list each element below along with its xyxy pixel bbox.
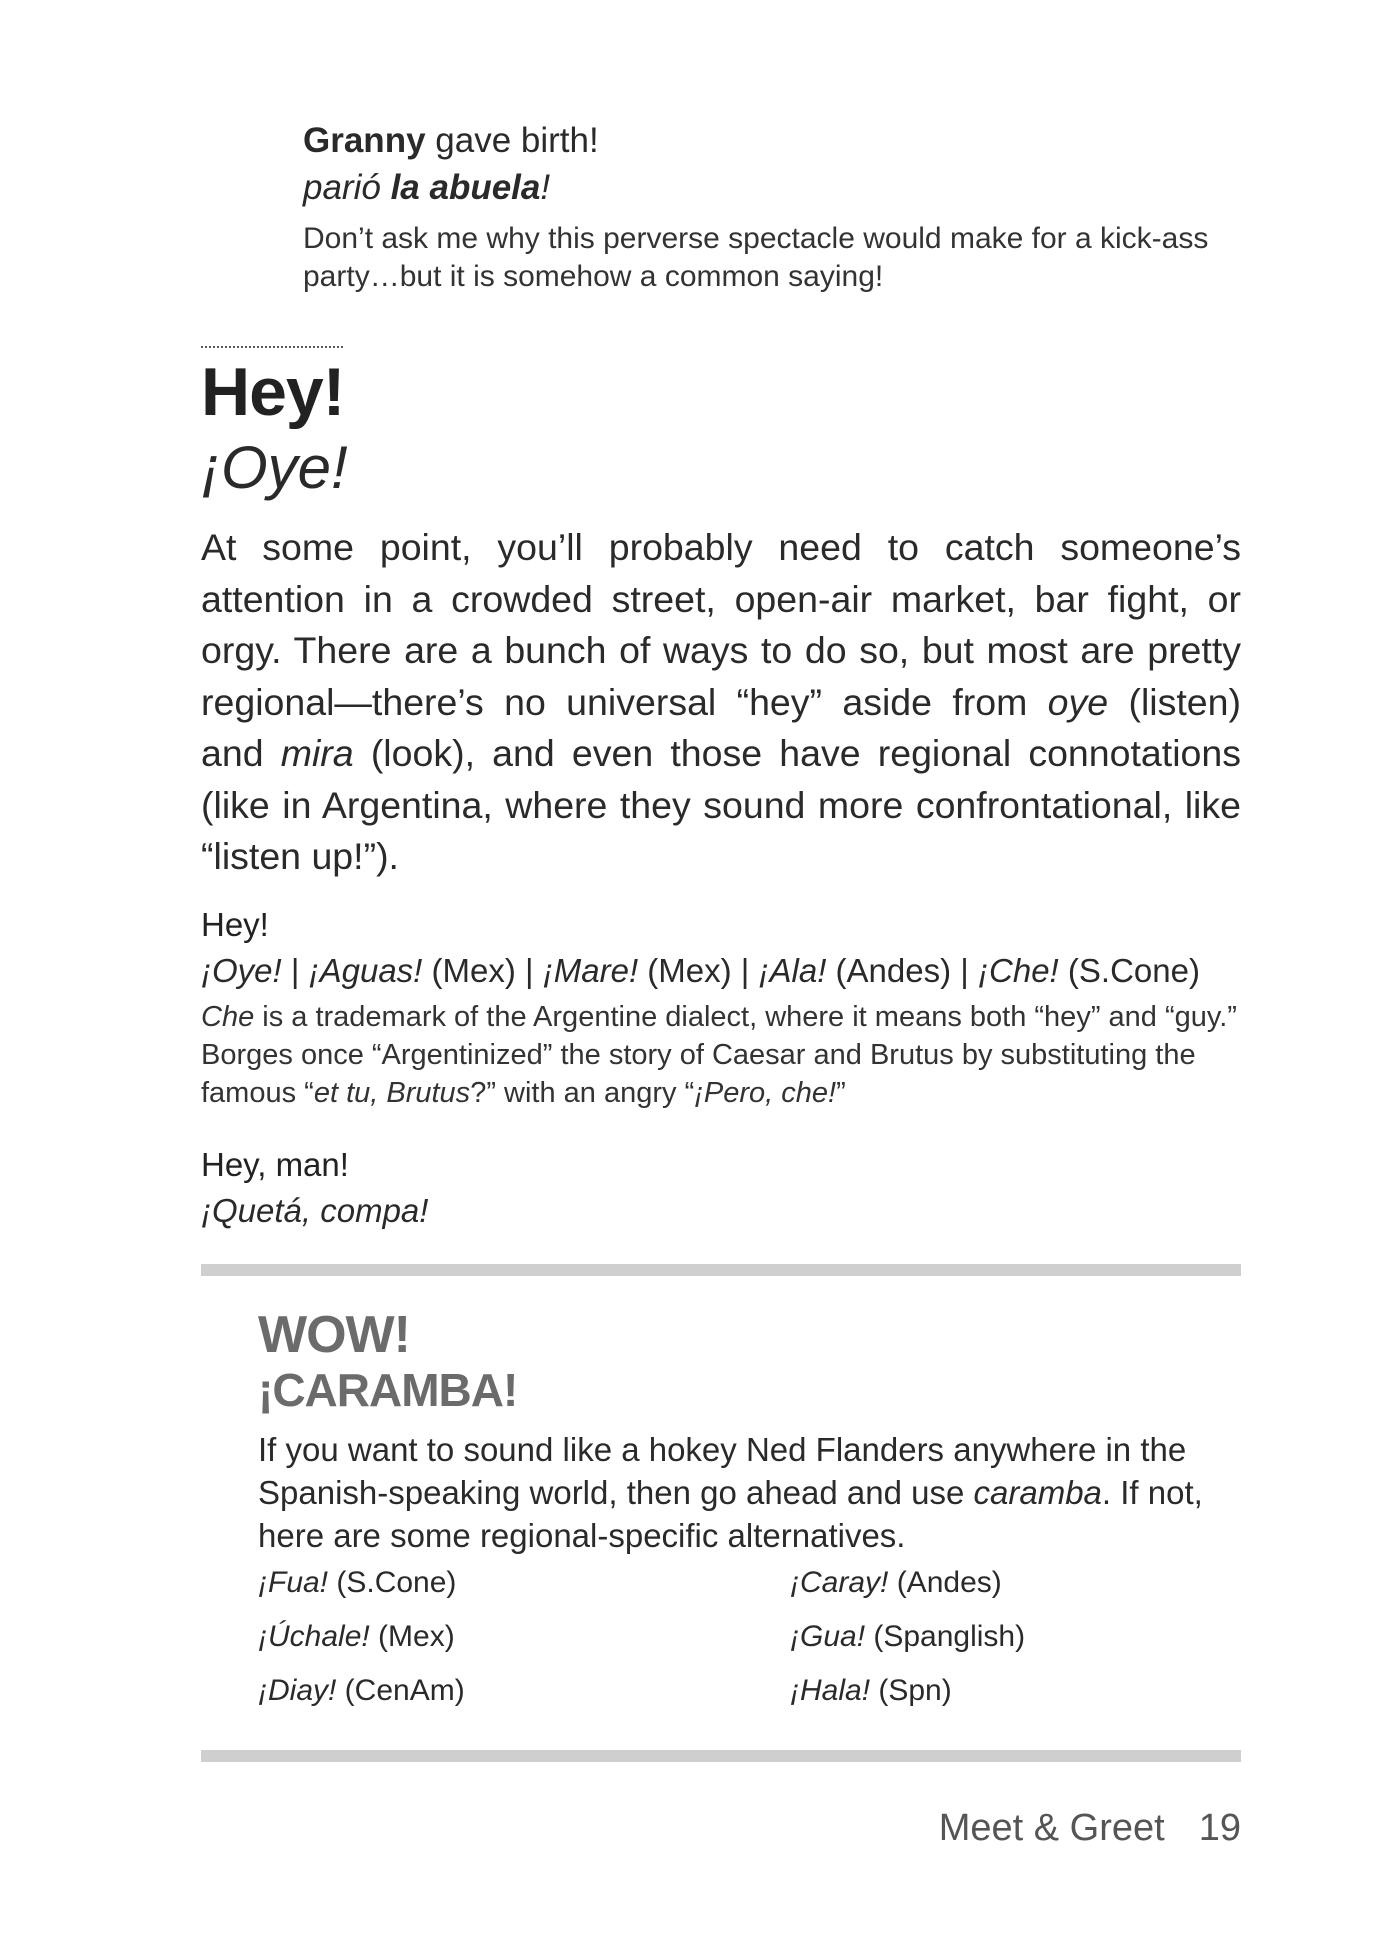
phrase-entry-hey-man — [201, 1142, 1241, 1234]
note-text-1: is a trademark of the Argentine dialect, where it means both “hey” and “guy.” Borges once “Argentinized” the story of Caesar and Brutus by substituting the famous “ — [201, 1001, 1237, 1109]
note-quote-2: ¡Pero, che! — [694, 1077, 837, 1109]
phrase-spanish — [303, 164, 1233, 212]
variant-phrase: ¡Aguas! — [308, 952, 423, 989]
section-intro-paragraph — [201, 522, 1241, 883]
alt-phrase: ¡Gua! — [790, 1620, 866, 1653]
variant-phrase: ¡Che! — [978, 952, 1059, 989]
variant-separator: | — [515, 952, 543, 989]
list-item — [258, 1670, 790, 1711]
alt-region: (Spn) — [870, 1674, 952, 1707]
note-word: Che — [201, 1001, 255, 1033]
intro-word-mira: mira — [280, 732, 354, 774]
page-footer — [939, 1804, 1241, 1852]
phrase-english: Hey! — [201, 906, 269, 943]
variant-phrase: ¡Mare! — [542, 952, 639, 989]
variant-region: (S.Cone) — [1058, 952, 1200, 989]
alt-phrase: ¡Hala! — [790, 1674, 871, 1707]
sidebar-bottom-rule — [201, 1750, 1241, 1762]
intro-word-oye: oye — [1047, 680, 1109, 723]
variant-phrase: ¡Oye! — [201, 952, 282, 989]
alt-region: (Mex) — [369, 1620, 455, 1653]
sidebar-body-text-1: If you want to sound like a hokey Ned Flanders anywhere in the Spanish-speaking world, then go ahead and use — [258, 1431, 1187, 1511]
intro-text-2: (listen) and — [201, 680, 1241, 774]
alt-phrase: ¡Úchale! — [258, 1620, 370, 1653]
alt-phrase: ¡Fua! — [258, 1566, 329, 1599]
variant-separator: | — [731, 952, 759, 989]
phrase-entry-granny — [303, 118, 1233, 296]
list-item — [790, 1616, 1218, 1657]
variant-region: (Andes) — [826, 952, 952, 989]
variant-region: (Mex) — [422, 952, 516, 989]
list-item — [790, 1670, 1218, 1711]
intro-text-3: (look), and even those have regional connotations (like in Argentina, where they sound more confrontational, like “listen up!”). — [201, 732, 1241, 877]
note-text-2: ?” with an angry “ — [470, 1077, 695, 1109]
list-item — [258, 1562, 790, 1603]
alt-region: (Andes) — [888, 1566, 1002, 1599]
phrase-entry-hey — [201, 902, 1241, 1112]
note-text-3: ” — [836, 1077, 846, 1109]
section-title-spanish: ¡Oye! — [201, 434, 348, 501]
phrase-note — [201, 998, 1241, 1112]
alt-phrase: ¡Diay! — [258, 1674, 337, 1707]
alt-region: (Spanglish) — [865, 1620, 1026, 1653]
alt-region: (CenAm) — [336, 1674, 465, 1707]
sidebar-top-rule — [201, 1264, 1241, 1276]
phrase-spanish-variants — [201, 948, 1241, 994]
sidebar-alternatives-list — [258, 1562, 1218, 1711]
variant-phrase: ¡Ala! — [758, 952, 827, 989]
variant-region: (Mex) — [638, 952, 732, 989]
variant-separator: | — [951, 952, 979, 989]
alt-region: (S.Cone) — [328, 1566, 457, 1599]
phrase-spanish-bold: la abuela — [390, 168, 541, 207]
sidebar-title-english: WOW! — [258, 1306, 410, 1364]
phrase-spanish — [201, 1188, 1241, 1234]
phrase-spanish-end: ! — [540, 168, 551, 207]
section-title-english: Hey! — [201, 354, 345, 430]
sidebar-body — [258, 1428, 1218, 1557]
variant-separator: | — [281, 952, 309, 989]
section-divider-dots — [201, 346, 343, 348]
phrase-english-rest: gave birth! — [425, 121, 599, 160]
phrase-spanish-start: parió — [303, 168, 391, 207]
list-item — [258, 1616, 790, 1657]
page-number: 19 — [1198, 1807, 1241, 1849]
note-quote-1: et tu, Brutus — [313, 1077, 471, 1109]
phrase-note: Don’t ask me why this perverse spectacle would make for a kick-ass party…but it is somehow a common saying! — [303, 222, 1209, 293]
intro-text-1: At some point, you’ll probably need to catch someone’s attention in a crowded street, open-air market, bar fight, or orgy. There are a bunch of ways to do so, but most are pretty regional—there’s no universal “hey” aside from — [201, 526, 1241, 723]
sidebar-body-word: caramba — [973, 1474, 1102, 1511]
list-item — [790, 1562, 1218, 1603]
phrase-spanish-text: ¡Quetá, compa! — [201, 1192, 429, 1229]
sidebar-body-text-2: . If not, here are some regional-specific alternatives. — [258, 1474, 1203, 1554]
footer-section-name: Meet & Greet — [938, 1807, 1165, 1849]
phrase-english-bold: Granny — [303, 121, 426, 160]
phrase-english — [303, 118, 1233, 164]
alt-phrase: ¡Caray! — [790, 1566, 889, 1599]
phrase-english: Hey, man! — [201, 1146, 349, 1183]
sidebar-title-spanish: ¡CARAMBA! — [258, 1364, 518, 1416]
